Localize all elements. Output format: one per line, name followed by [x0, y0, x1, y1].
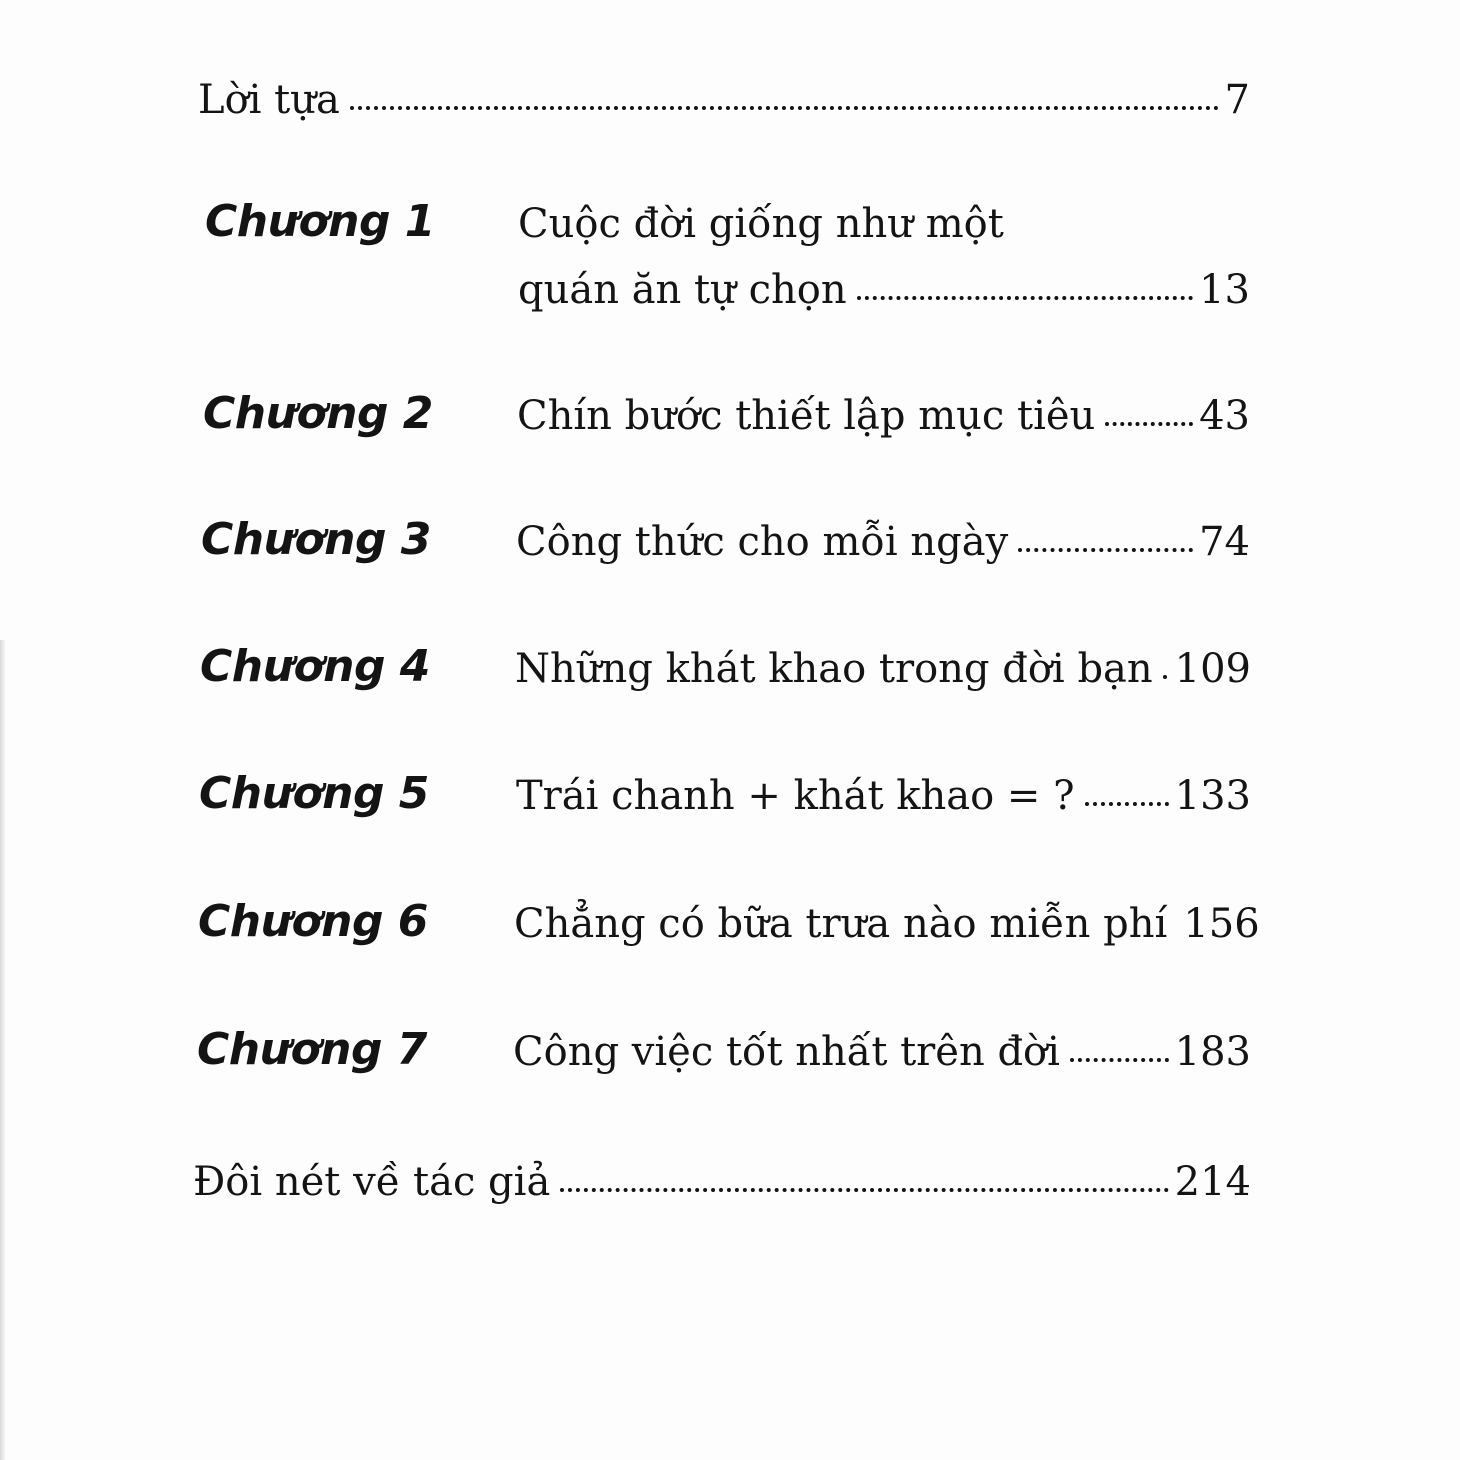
dot-leader [857, 296, 1194, 300]
entry-title: Trái chanh + khát khao = ? [516, 773, 1075, 819]
entry-title: Công việc tốt nhất trên đời [513, 1029, 1060, 1075]
dot-leader [1105, 422, 1193, 426]
entry-title: Chín bước thiết lập mục tiêu [517, 393, 1096, 439]
toc-entry-about-author [193, 1159, 1251, 1205]
chapter-label: Chương 7 [197, 1024, 427, 1075]
chapter-label: Chương 6 [198, 896, 428, 947]
dot-leader [1070, 1058, 1169, 1062]
entry-page-number: 7 [1224, 77, 1250, 123]
entry-page-number: 43 [1199, 393, 1250, 439]
dot-leader [1163, 675, 1169, 679]
entry-title: Công thức cho mỗi ngày [516, 519, 1009, 565]
scan-edge-shadow [0, 640, 6, 1460]
chapter-label: Chương 5 [199, 768, 429, 819]
dot-leader [1085, 802, 1169, 806]
chapter-label: Chương 1 [205, 196, 435, 247]
entry-page-number: 133 [1174, 773, 1251, 819]
dot-leader [1018, 548, 1193, 552]
dot-leader [350, 106, 1219, 110]
toc-entry-chapter-7 [513, 1029, 1251, 1075]
entry-page-number: 156 [1183, 901, 1260, 947]
entry-page-number: 214 [1174, 1159, 1251, 1205]
chapter-label: Chương 2 [203, 388, 433, 439]
chapter-label: Chương 4 [200, 641, 430, 692]
entry-page-number: 74 [1199, 519, 1250, 565]
entry-page-number: 13 [1199, 267, 1250, 313]
toc-entry-chapter-2 [517, 393, 1250, 439]
toc-entry-chapter-5 [516, 773, 1251, 819]
toc-entry-chapter-6 [514, 901, 1260, 947]
toc-entry-chapter-3 [516, 519, 1250, 565]
entry-title: Những khát khao trong đời bạn [515, 646, 1153, 692]
entry-title: quán ăn tự chọn [518, 267, 847, 313]
toc-entry-chapter-4 [515, 646, 1251, 692]
entry-title: Lời tựa [198, 77, 340, 123]
chapter-label: Chương 3 [201, 514, 431, 565]
entry-page-number: 183 [1174, 1029, 1251, 1075]
entry-page-number: 109 [1174, 646, 1251, 692]
entry-title: Đôi nét về tác giả [193, 1159, 551, 1205]
entry-title: Chẳng có bữa trưa nào miễn phí [514, 901, 1168, 947]
toc-entry-chapter-1 [518, 267, 1250, 313]
entry-title-line1: Cuộc đời giống như một [518, 201, 1004, 247]
toc-entry-preface [198, 77, 1250, 123]
dot-leader [560, 1188, 1168, 1192]
